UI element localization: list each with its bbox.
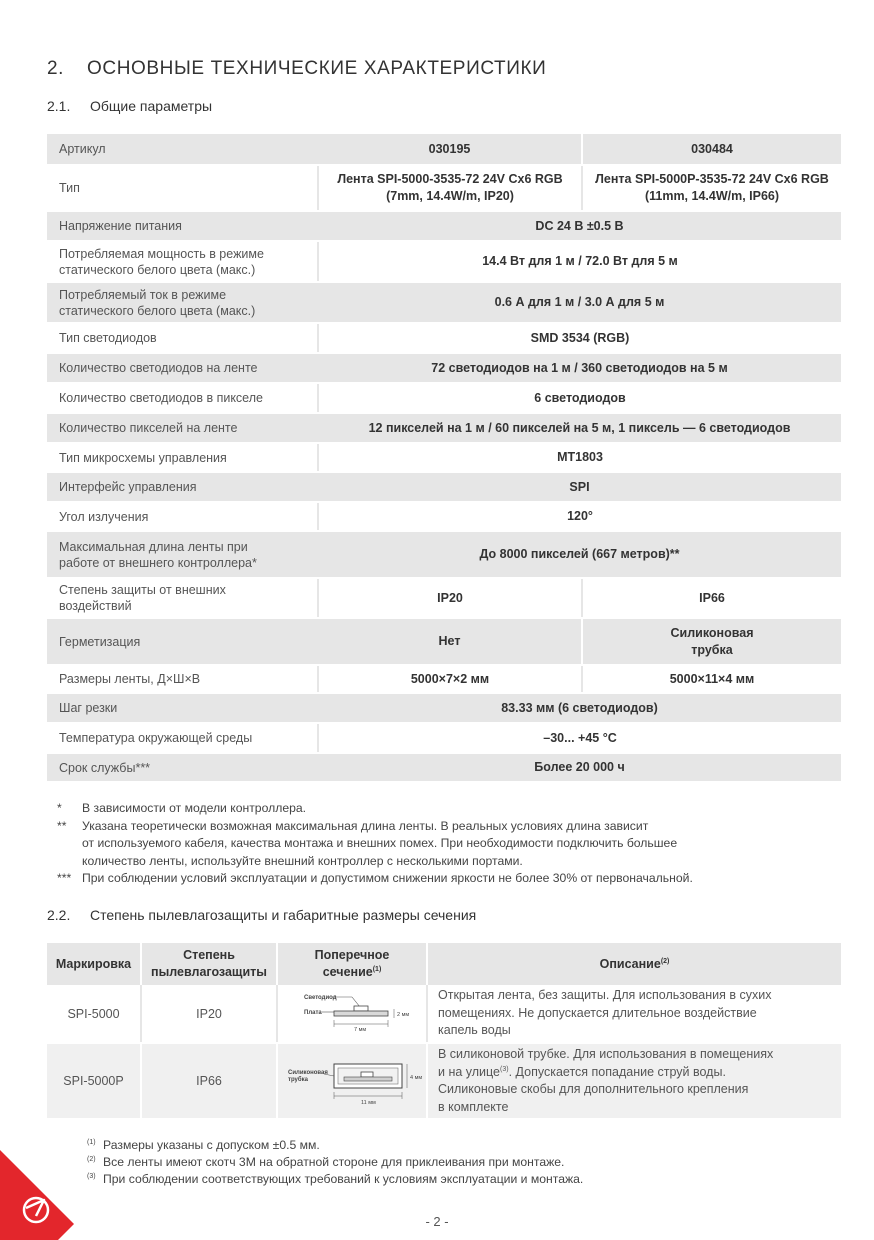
row-label: Тип: [47, 165, 318, 211]
footnote-text: При соблюдении соответствующих требований к условиям эксплуатации и монтажа.: [103, 1172, 584, 1186]
row-value: [318, 165, 582, 211]
table-footnotes: [87, 1137, 583, 1188]
table-row: [47, 578, 841, 618]
table-row: [47, 1043, 841, 1119]
table-row: [47, 211, 841, 241]
seal-b-line-1: Силиконовая: [670, 625, 754, 640]
table-row: [47, 502, 841, 531]
row-label: Количество светодиодов на ленте: [47, 353, 318, 383]
note-line: Указана теоретически возможная максимальная длина ленты. В реальных условиях длина зависит: [82, 818, 649, 833]
description-line: Силиконовые скобы для дополнительного крепления: [438, 1082, 749, 1096]
marking-cell: SPI-5000: [47, 985, 141, 1043]
row-value: MT1803: [318, 443, 841, 472]
note-line: от используемого кабеля, качества монтажа и внешних помех. При необходимости подключить большее: [82, 836, 678, 850]
row-label: Шаг резки: [47, 693, 318, 723]
diagram-dimension-height: 4 мм: [410, 1074, 422, 1081]
row-value: 83.33 мм (6 светодиодов): [318, 693, 841, 723]
note-mark: ***: [57, 871, 72, 885]
table-row: [47, 531, 841, 578]
row-label: Артикул: [47, 134, 318, 165]
table-row: [47, 618, 841, 665]
row-value: SPI: [318, 472, 841, 502]
note-mark: **: [57, 818, 67, 833]
table-header-row: [47, 943, 841, 985]
description-line: в комплекте: [438, 1099, 509, 1114]
spec-notes: [57, 800, 693, 888]
description-cell: [427, 985, 841, 1043]
row-value: 12 пикселей на 1 м / 60 пикселей на 5 м, 1 пиксель — 6 светодиодов: [318, 413, 841, 443]
col-header-section: [277, 943, 427, 985]
note-line: При соблюдении условий эксплуатации и допустимом снижении яркости не более 30% от первоначальной.: [82, 871, 693, 885]
table-row: [47, 241, 841, 282]
table-row: [47, 665, 841, 693]
cross-section-silicone-tube: [282, 1052, 422, 1108]
row-label: Срок службы***: [47, 753, 318, 782]
table-row: [47, 165, 841, 211]
row-label-line: Степень защиты от внешних: [59, 583, 226, 597]
type-a-line-2: (7mm, 14.4W/m, IP20): [386, 189, 514, 203]
subsection-number-1: 2.1.: [47, 98, 71, 114]
row-value: До 8000 пикселей (667 метров)**: [318, 531, 841, 578]
ip-cell: IP20: [141, 985, 277, 1043]
row-label: Тип светодиодов: [47, 323, 318, 353]
col-header-line: пылевлагозащиты: [151, 965, 267, 979]
row-label: Количество пикселей на ленте: [47, 413, 318, 443]
row-label-line: статического белого цвета (макс.): [59, 262, 256, 277]
row-value: DC 24 В ±0.5 В: [318, 211, 841, 241]
row-label: [47, 578, 318, 618]
col-header-line: Степень: [183, 948, 235, 962]
footnote-ref: (1): [372, 965, 382, 973]
col-header-line: Описание: [599, 956, 661, 971]
table-row: [47, 413, 841, 443]
row-value: –30... +45 °C: [318, 723, 841, 753]
row-value: 72 светодиодов на 1 м / 360 светодиодов на 5 м: [318, 353, 841, 383]
subsection-title-2: [47, 907, 476, 923]
row-value: 030195: [318, 134, 582, 165]
spec-table: [47, 134, 841, 783]
description-line: [438, 1064, 841, 1082]
note-line: В зависимости от модели контроллера.: [82, 801, 307, 815]
col-header-marking: Маркировка: [47, 943, 141, 985]
row-label-line: Потребляемая мощность в режиме: [59, 246, 264, 261]
row-value: 120°: [318, 502, 841, 531]
row-label: Напряжение питания: [47, 211, 318, 241]
table-row: [47, 134, 841, 165]
section-title: [47, 58, 546, 80]
section-cell: [277, 1043, 427, 1119]
diagram-label-led: Светодиод: [304, 995, 337, 1001]
table-row: [47, 985, 841, 1043]
footnote-mark: (2): [87, 1156, 96, 1163]
footnote-ref: (2): [660, 957, 670, 965]
row-value: 5000×11×4 мм: [582, 665, 841, 693]
footnote-mark: (1): [87, 1139, 96, 1146]
row-label: Тип микросхемы управления: [47, 443, 318, 472]
row-label: [47, 282, 318, 323]
subsection-title-text-2: Степень пылевлагозащиты и габаритные размеры сечения: [90, 907, 477, 923]
diagram-label-board: Плата: [304, 1010, 322, 1016]
section-number: 2.: [47, 58, 65, 79]
row-label-line: Максимальная длина ленты при: [59, 539, 248, 554]
table-row: [47, 282, 841, 323]
footnote-ref: (3): [500, 1065, 509, 1073]
subsection-title-1: [47, 98, 212, 114]
diagram-dimension-width: 11 мм: [361, 1099, 376, 1106]
description-text: и на улице: [438, 1064, 501, 1079]
col-header-description: [427, 943, 841, 985]
col-header-line: сечение: [322, 965, 373, 979]
table-row: [47, 753, 841, 782]
description-text: . Допускается попадание струй воды.: [508, 1064, 726, 1079]
row-label: Угол излучения: [47, 502, 318, 531]
footnote-item: [87, 1137, 583, 1154]
description-line: Открытая лента, без защиты. Для использования в сухих: [438, 988, 772, 1003]
description-line: помещениях. Не допускается длительное воздействие: [438, 1005, 757, 1020]
table-row: [47, 723, 841, 753]
row-label: Герметизация: [47, 618, 318, 665]
row-label-line: Потребляемый ток в режиме: [59, 287, 227, 302]
row-value: 14.4 Вт для 1 м / 72.0 Вт для 5 м: [318, 241, 841, 282]
row-value: 5000×7×2 мм: [318, 665, 582, 693]
row-label: Размеры ленты, Д×Ш×В: [47, 665, 318, 693]
description-line: В силиконовой трубке. Для использования в помещениях: [438, 1047, 774, 1061]
description-cell: [427, 1043, 841, 1119]
row-value: 0.6 А для 1 м / 3.0 А для 5 м: [318, 282, 841, 323]
protection-table: [47, 943, 841, 1120]
note-item: [57, 818, 693, 871]
row-label: [47, 531, 318, 578]
subsection-number-2: 2.2.: [47, 907, 71, 923]
note-item: [57, 800, 693, 818]
footnote-text: Размеры указаны с допуском ±0.5 мм.: [103, 1138, 320, 1152]
col-header-ip: [141, 943, 277, 985]
row-value: IP66: [582, 578, 841, 618]
footnote-item: [87, 1154, 583, 1171]
note-line: количество ленты, используйте внешний контроллер с несколькими портами.: [82, 853, 523, 868]
row-label: Интерфейс управления: [47, 472, 318, 502]
section-title-text: ОСНОВНЫЕ ТЕХНИЧЕСКИЕ ХАРАКТЕРИСТИКИ: [87, 58, 547, 79]
row-value: 030484: [582, 134, 841, 165]
row-value: SMD 3534 (RGB): [318, 323, 841, 353]
row-value: IP20: [318, 578, 582, 618]
ip-cell: IP66: [141, 1043, 277, 1119]
type-a-line-1: Лента SPI-5000-3535-72 24V Cx6 RGB: [337, 172, 563, 186]
table-row: [47, 443, 841, 472]
diagram-dimension-height: 2 мм: [397, 1012, 410, 1018]
row-label: [47, 241, 318, 282]
row-value: 6 светодиодов: [318, 383, 841, 413]
row-value: [582, 165, 841, 211]
row-value: [582, 618, 841, 665]
row-label: Количество светодиодов в пикселе: [47, 383, 318, 413]
row-value: Более 20 000 ч: [318, 753, 841, 782]
table-row: [47, 383, 841, 413]
table-row: [47, 353, 841, 383]
footnote-text: Все ленты имеют скотч 3M на обратной стороне для приклеивания при монтаже.: [103, 1155, 565, 1169]
row-label-line: работе от внешнего контроллера*: [59, 555, 257, 570]
diagram-dimension-width: 7 мм: [354, 1027, 367, 1033]
marking-cell: SPI-5000P: [47, 1043, 141, 1119]
col-header-line: Поперечное: [314, 948, 390, 962]
description-line: капель воды: [438, 1023, 511, 1038]
row-value: Нет: [318, 618, 582, 665]
cross-section-open-strip: [282, 987, 422, 1037]
row-label: Температура окружающей среды: [47, 723, 318, 753]
row-label-line: статического белого цвета (макс.): [59, 303, 256, 318]
section-cell: [277, 985, 427, 1043]
footnote-item: [87, 1171, 583, 1188]
note-mark: *: [57, 801, 62, 815]
seal-b-line-2: трубка: [691, 642, 733, 657]
table-row: [47, 323, 841, 353]
page-number: - 2 -: [425, 1214, 449, 1229]
table-row: [47, 693, 841, 723]
note-item: [57, 870, 693, 888]
subsection-title-text-1: Общие параметры: [90, 98, 213, 114]
table-row: [47, 472, 841, 502]
diagram-label-tube-1: Силиконовая: [288, 1069, 328, 1076]
type-b-line-1: Лента SPI-5000P-3535-72 24V Cx6 RGB: [595, 172, 829, 186]
diagram-label-tube-2: трубка: [288, 1076, 308, 1083]
row-label-line: воздействий: [59, 599, 132, 613]
type-b-line-2: (11mm, 14.4W/m, IP66): [644, 189, 780, 203]
footnote-mark: (3): [87, 1173, 96, 1180]
